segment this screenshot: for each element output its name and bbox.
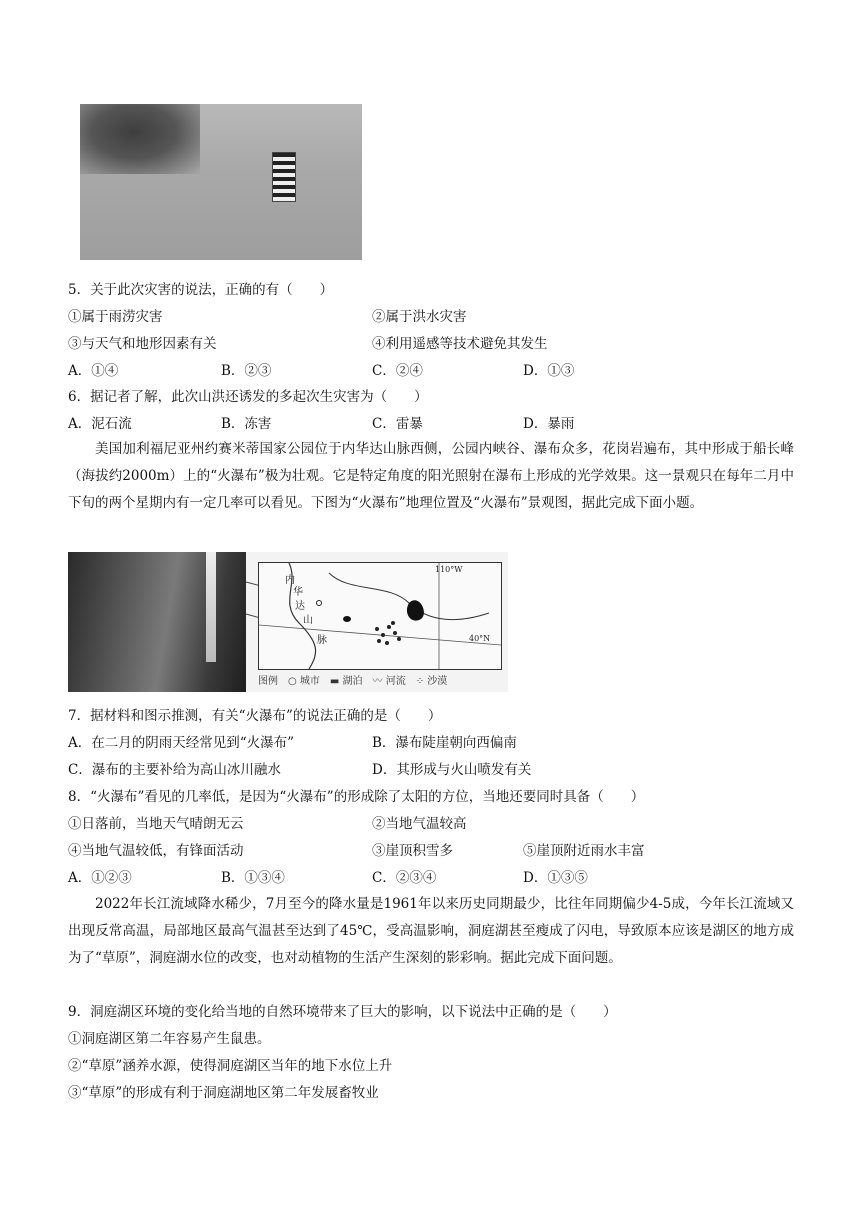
q8-choice-d: D．①③⑤	[523, 870, 588, 886]
longitude-label: 110°W	[435, 565, 463, 574]
range-char-2: 华	[293, 587, 303, 598]
q5-choice-c: C．②④	[372, 363, 423, 379]
q8-option-2: ②当地气温较高	[372, 816, 467, 832]
q7-choice-d: D．其形成与火山喷发有关	[372, 762, 532, 778]
q7-choice-b: B．瀑布陡崖朝向西偏南	[372, 735, 517, 751]
q5-option-4: ④利用遥感等技术避免其发生	[372, 336, 548, 352]
q5-stem: 5．关于此次灾害的说法，正确的有（ ）	[68, 282, 334, 298]
q8-stem: 8．“火瀑布”看见的几率低，是因为“火瀑布”的形成除了太阳的方位，当地还要同时具备（ ）	[68, 789, 645, 805]
latitude-label: 40°N	[469, 634, 491, 643]
q5-choice-b: B．②③	[221, 363, 272, 379]
q7-choice-a: A．在二月的阴雨天经常见到“火瀑布”	[68, 735, 295, 751]
water-gauge-shape	[272, 152, 296, 202]
q8-option-5: ⑤崖顶附近雨水丰富	[523, 843, 645, 859]
passage-dongting-lake: 2022年长江流域降水稀少，7月至今的降水量是1961年以来历史同期最少，比往年同期偏少4-5成，今年长江流域又出现反常高温，局部地区最高气温甚至达到了45℃，受高温影响，洞庭湖甚至瘦成了闪电，导致原本应该是湖区的地方成为了“草原”，洞庭湖水位的改变，也对动植物的生活产生深刻的影彩响。据此完成下面问题。	[68, 896, 794, 966]
q6-choice-d: D．暴雨	[523, 416, 575, 432]
q8-option-1: ①日落前，当地天气晴朗无云	[68, 816, 244, 832]
q9-option-2: ②“草原”涵养水源，使得洞庭湖区当年的地下水位上升	[68, 1058, 393, 1074]
q6-stem: 6．据记者了解，此次山洪还诱发的多起次生灾害为（ ）	[68, 389, 428, 405]
lake-shape	[407, 600, 424, 620]
range-char-4: 山	[303, 615, 313, 626]
lake-shape	[343, 616, 351, 622]
q9-option-1: ①洞庭湖区第二年容易产生鼠患。	[68, 1031, 271, 1047]
q6-choice-c: C．雷暴	[372, 416, 423, 432]
q5-choice-a: A．①④	[68, 363, 119, 379]
flood-photo	[80, 104, 362, 260]
q6-choice-b: B．冻害	[221, 416, 272, 432]
q5-option-3: ③与天气和地形因素有关	[68, 336, 217, 352]
range-char-1: 内	[285, 575, 295, 586]
q9-option-3: ③“草原”的形成有利于洞庭湖地区第二年发展畜牧业	[68, 1085, 379, 1101]
q8-option-4: ④当地气温较低，有锋面活动	[68, 843, 244, 859]
range-char-3: 达	[295, 601, 305, 612]
q7-choice-c: C．瀑布的主要补给为高山冰川融水	[68, 762, 281, 778]
q8-choice-a: A．①②③	[68, 870, 132, 886]
fire-waterfall-figure	[68, 552, 508, 692]
range-char-5: 脉	[317, 635, 327, 646]
q5-option-2: ②属于洪水灾害	[372, 309, 467, 325]
passage-fire-waterfall: 美国加利福尼亚州约赛米蒂国家公园位于内华达山脉西侧，公园内峡谷、瀑布众多，花岗岩遍布，其中形成于船长峰（海拔约2000m）上的“火瀑布”极为壮观。它是特定角度的阳光照射在瀑布上形成的光学效果。这一景观只在每年二月中下旬的两个星期内有一定几率可以看见。下图为“火瀑布”地理位置及“火瀑布”景观图，据此完成下面小题。	[68, 441, 794, 511]
q5-option-1: ①属于雨涝灾害	[68, 309, 163, 325]
q9-stem: 9．洞庭湖区环境的变化给当地的自然环境带来了巨大的影响，以下说法中正确的是（ ）	[68, 1004, 617, 1020]
q8-option-3: ③崖顶积雪多	[372, 843, 453, 859]
q6-choice-a: A．泥石流	[68, 416, 132, 432]
desert-shape	[375, 621, 401, 645]
q8-choice-c: C．②③④	[372, 870, 437, 886]
tree-shape	[80, 104, 200, 174]
location-map	[258, 562, 502, 670]
map-legend: 图例 ○ 城市 ▬ 湖泊 〰 河流 ⁘ 沙漠	[258, 676, 448, 687]
q7-stem: 7．据材料和图示推测，有关“火瀑布”的说法正确的是（ ）	[68, 708, 442, 724]
q5-choice-d: D．①③	[523, 363, 575, 379]
q8-choice-b: B．①③④	[221, 870, 285, 886]
city-marker	[317, 601, 322, 606]
